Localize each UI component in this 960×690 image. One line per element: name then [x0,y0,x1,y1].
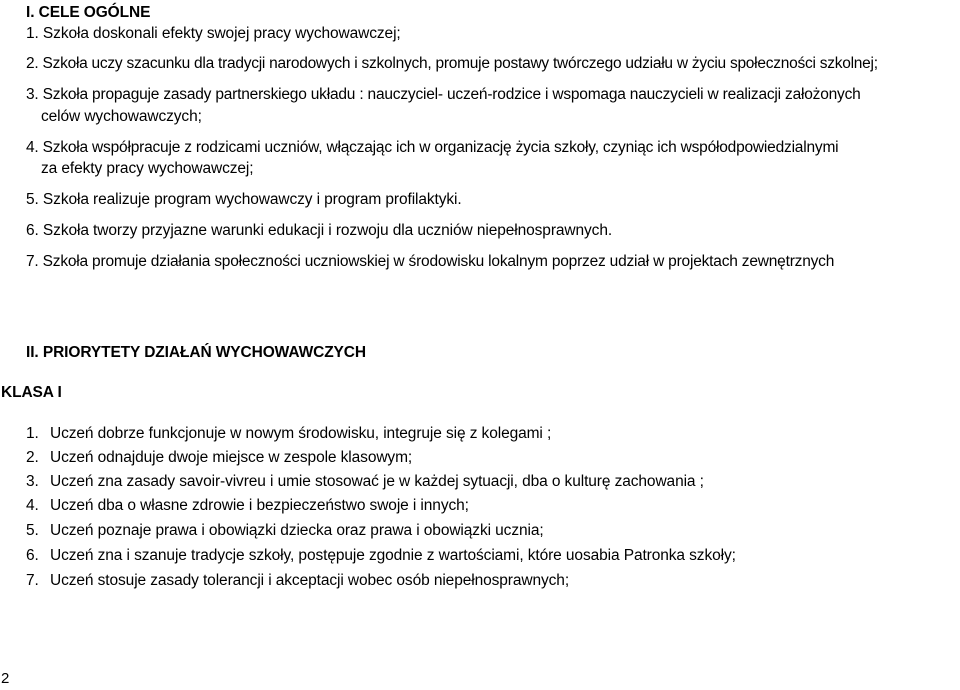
section-heading-priorities: II. PRIORYTETY DZIAŁAŃ WYCHOWAWCZYCH [26,344,366,361]
priority-text: Uczeń dobrze funkcjonuje w nowym środowisku, integruje się z kolegami ; [50,425,552,442]
priority-text: Uczeń stosuje zasady tolerancji i akceptacji wobec osób niepełnosprawnych; [50,572,570,589]
goal-item-3-cont: celów wychowawczych; [41,108,202,125]
priority-item-5 [26,521,544,541]
class-label: KLASA I [1,384,62,401]
goal-item-6: 6. Szkoła tworzy przyjazne warunki edukacji i rozwoju dla uczniów niepełnosprawnych. [26,222,613,239]
priority-item-4 [26,496,469,516]
page-number: 2 [1,670,10,687]
priority-item-2 [26,448,412,468]
priority-number: 1. [26,425,39,442]
priority-item-1 [26,424,551,444]
goal-item-5: 5. Szkoła realizuje program wychowawczy i program profilaktyki. [26,191,462,208]
priority-text: Uczeń poznaje prawa i obowiązki dziecka oraz prawa i obowiązki ucznia; [50,522,544,539]
priority-number: 7. [26,572,39,589]
section-heading-goals: I. CELE OGÓLNE [26,4,151,21]
priority-number: 2. [26,449,39,466]
priority-number: 4. [26,497,39,514]
priority-item-6 [26,546,736,566]
priority-text: Uczeń dba o własne zdrowie i bezpieczeństwo swoje i innych; [50,497,469,514]
goal-item-3: 3. Szkoła propaguje zasady partnerskiego układu : nauczyciel- uczeń-rodzice i wspomaga nauczycieli w realizacji założonych [26,86,861,103]
priority-item-7 [26,571,569,591]
priority-text: Uczeń zna zasady savoir-vivreu i umie stosować je w każdej sytuacji, dba o kulturę zachowania ; [50,473,704,490]
goal-item-2: 2. Szkoła uczy szacunku dla tradycji narodowych i szkolnych, promuje postawy twórczego udziału w życiu społeczności szkolnej; [26,55,878,72]
priority-number: 5. [26,522,39,539]
priority-number: 3. [26,473,39,490]
priority-text: Uczeń zna i szanuje tradycje szkoły, postępuje zgodnie z wartościami, które uosabia Patronka szkoły; [50,547,736,564]
priority-number: 6. [26,547,39,564]
priority-text: Uczeń odnajduje dwoje miejsce w zespole klasowym; [50,449,413,466]
goal-item-4-cont: za efekty pracy wychowawczej; [41,160,254,177]
goal-item-7: 7. Szkoła promuje działania społeczności uczniowskiej w środowisku lokalnym poprzez udział w projektach zewnętrznych [26,253,835,270]
goal-item-4: 4. Szkoła współpracuje z rodzicami uczniów, włączając ich w organizację życia szkoły, czyniąc ich współodpowiedzialnymi [26,139,839,156]
goal-item-1: 1. Szkoła doskonali efekty swojej pracy wychowawczej; [26,25,401,42]
priority-item-3 [26,472,704,492]
